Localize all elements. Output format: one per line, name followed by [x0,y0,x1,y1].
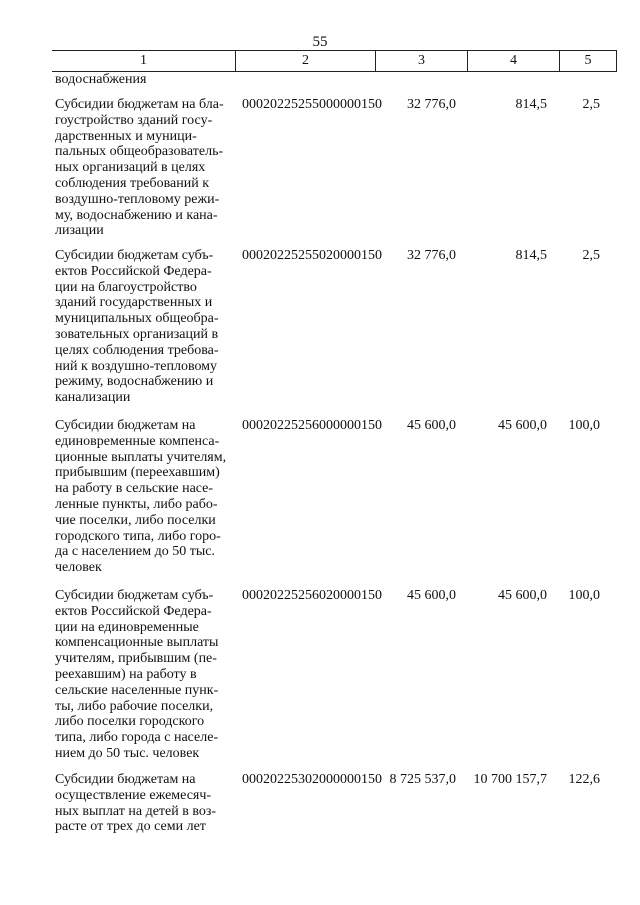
continuation-text: водоснабжения [55,72,147,87]
description-line: ты, либо рабочие поселки, [55,698,214,714]
row-value-col3: 32 776,0 [407,248,456,263]
row-value-col4: 45 600,0 [498,588,547,603]
description-line: зовательных организаций в [55,326,219,342]
description-line: ленные пункты, либо рабо- [55,496,218,512]
column-header-5: 5 [584,53,592,68]
row-code: 00020225255000000150 [242,97,382,112]
description-line: на работу в сельские насе- [55,481,214,497]
description-line: ных выплат на детей в воз- [55,803,217,819]
description-line: типа, либо города с населе- [55,730,219,746]
description-line: ектов Российской Федера- [55,263,212,279]
row-value-col5: 100,0 [568,418,600,433]
column-header-2: 2 [236,51,376,71]
description-line: пальных общеобразователь- [55,144,224,160]
description-line: дарственных и муници- [55,128,197,144]
description-line: учителям, прибывшим (пе- [55,651,217,667]
description-line: ных организаций в целях [55,160,206,176]
row-description [55,97,230,239]
description-line: ции на благоустройство [55,279,197,295]
row-value-col4: 814,5 [515,97,547,112]
row-value-col4: 814,5 [515,248,547,263]
row-value-col5: 2,5 [582,97,600,112]
row-value-col3: 45 600,0 [407,418,456,433]
description-line: либо поселки городского [55,714,205,730]
row-value-col5: 100,0 [568,588,600,603]
description-line: сельские населенные пунк- [55,682,219,698]
row-value-col4: 10 700 157,7 [473,772,547,787]
table-header [52,50,617,72]
row-description [55,772,230,835]
row-value-col3: 8 725 537,0 [389,772,456,787]
column-header-3: 3 [376,51,468,71]
description-line: ектов Российской Федера- [55,603,212,619]
description-line: воздушно-тепловому режи- [55,191,220,207]
row-code: 00020225256000000150 [242,418,382,433]
description-line: единовременные компенса- [55,433,220,449]
column-header-4: 4 [468,51,560,71]
description-line: осуществление ежемесяч- [55,787,212,803]
description-line: расте от трех до семи лет [55,819,206,835]
description-line: ний к воздушно-тепловому [55,358,218,374]
column-header-1: 1 [52,51,236,71]
row-code: 00020225302000000150 [242,772,382,787]
description-line: му, водоснабжению и кана- [55,207,218,223]
row-description [55,418,230,576]
description-line: человек [55,560,102,576]
row-value-col3: 45 600,0 [407,588,456,603]
description-line: чие поселки, либо поселки [55,512,216,528]
description-line: ции на единовременные [55,619,199,635]
description-line: Субсидии бюджетам субъ- [55,248,214,263]
row-description [55,588,230,762]
description-line: соблюдения требований к [55,175,210,191]
description-line: муниципальных общеобра- [55,311,219,327]
description-line: режиму, водоснабжению и [55,374,214,390]
row-value-col5: 2,5 [582,248,600,263]
page-number: 55 [312,34,328,50]
row-description [55,248,230,406]
description-line: да с населением до 50 тыс. [55,544,215,560]
row-code: 00020225256020000150 [242,588,382,603]
description-line: Субсидии бюджетам на бла- [55,97,224,112]
description-line: Субсидии бюджетам субъ- [55,588,214,603]
row-value-col3: 32 776,0 [407,97,456,112]
description-line: нием до 50 тыс. человек [55,745,200,761]
description-line: зданий государственных и [55,295,213,311]
description-line: реехавшим) на работу в [55,666,197,682]
description-line: прибывшим (переехавшим) [55,465,220,481]
description-line: компенсационные выплаты [55,635,219,651]
description-line: Субсидии бюджетам на [55,418,196,433]
description-line: ционные выплаты учителям, [55,449,227,465]
description-line: городского типа, либо горо- [55,528,221,544]
description-line: канализации [55,390,131,406]
row-value-col5: 122,6 [568,772,600,787]
row-value-col4: 45 600,0 [498,418,547,433]
description-line: гоустройство зданий госу- [55,112,213,128]
description-line: Субсидии бюджетам на [55,772,196,787]
description-line: лизации [55,223,104,239]
description-line: целях соблюдения требова- [55,342,219,358]
row-code: 00020225255020000150 [242,248,382,263]
